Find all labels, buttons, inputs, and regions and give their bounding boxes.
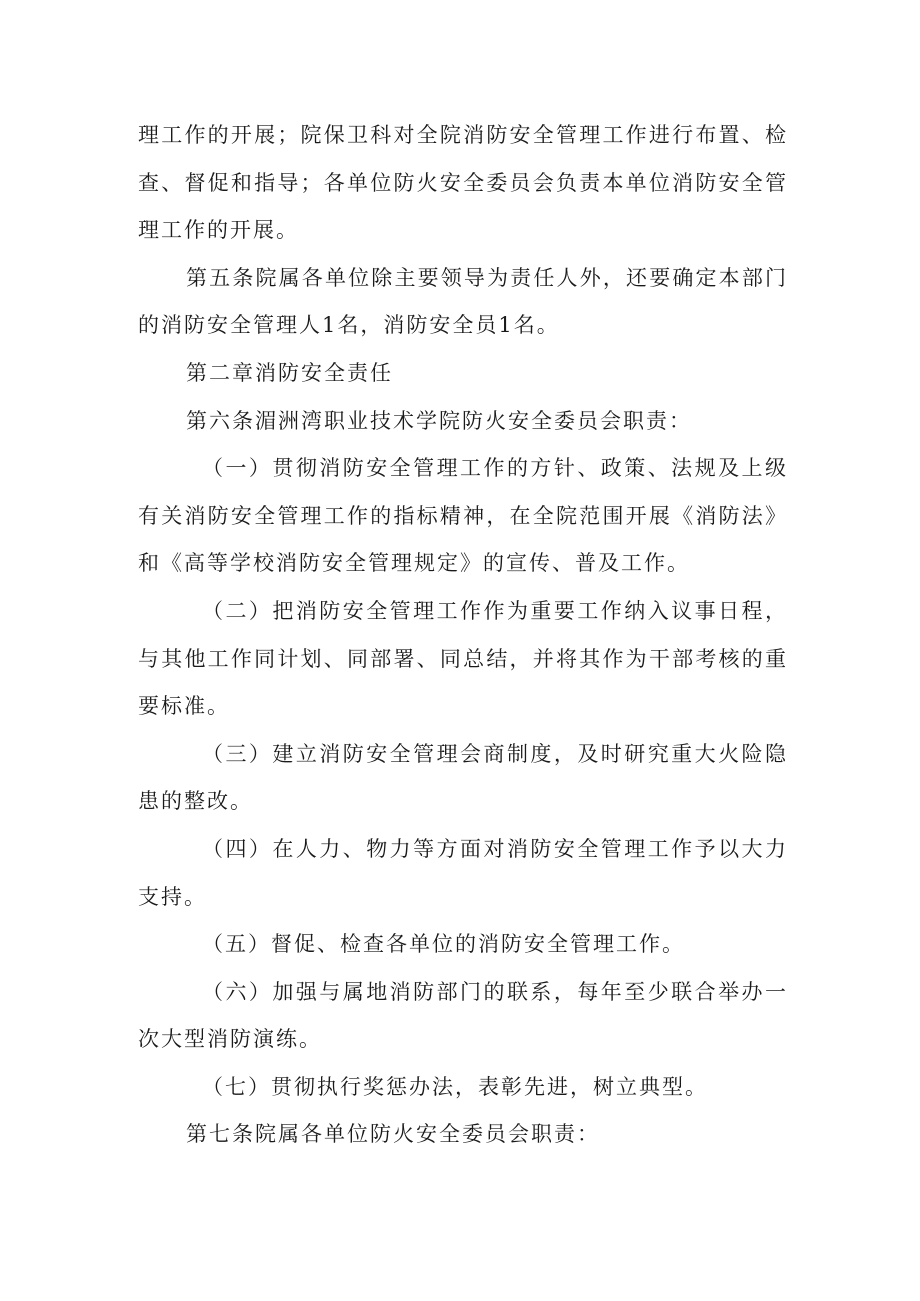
list-item-3: （三）建立消防安全管理会商制度，及时研究重大火险隐患的整改。	[138, 741, 788, 814]
chapter-heading: 第二章消防安全责任	[186, 360, 393, 385]
list-item-6: （六）加强与属地消防部门的联系，每年至少联合举办一次大型消防演练。	[138, 979, 788, 1052]
paragraph-article-5: 第五条院属各单位除主要领导为责任人外，还要确定本部门的消防安全管理人1名，消防安全员1名。	[138, 265, 788, 338]
paragraph-article-6: 第六条湄洲湾职业技术学院防火安全委员会职责：	[186, 408, 692, 433]
document-body	[138, 112, 788, 1159]
list-item-5: （五）督促、检查各单位的消防安全管理工作。	[202, 932, 685, 957]
list-item-4: （四）在人力、物力等方面对消防安全管理工作予以大力支持。	[138, 836, 788, 909]
list-item-2: （二）把消防安全管理工作作为重要工作纳入议事日程，与其他工作同计划、同部署、同总结，并将其作为干部考核的重要标准。	[138, 598, 788, 719]
paragraph-continuation: 理工作的开展；院保卫科对全院消防安全管理工作进行布置、检查、督促和指导；各单位防火安全委员会负责本单位消防安全管理工作的开展。	[138, 123, 788, 243]
paragraph-article-7: 第七条院属各单位防火安全委员会职责：	[186, 1122, 600, 1147]
list-item-7: （七）贯彻执行奖惩办法，表彰先进，树立典型。	[202, 1074, 708, 1099]
list-item-1: （一）贯彻消防安全管理工作的方针、政策、法规及上级有关消防安全管理工作的指标精神，在全院范围开展《消防法》和《高等学校消防安全管理规定》的宣传、普及工作。	[138, 456, 788, 576]
